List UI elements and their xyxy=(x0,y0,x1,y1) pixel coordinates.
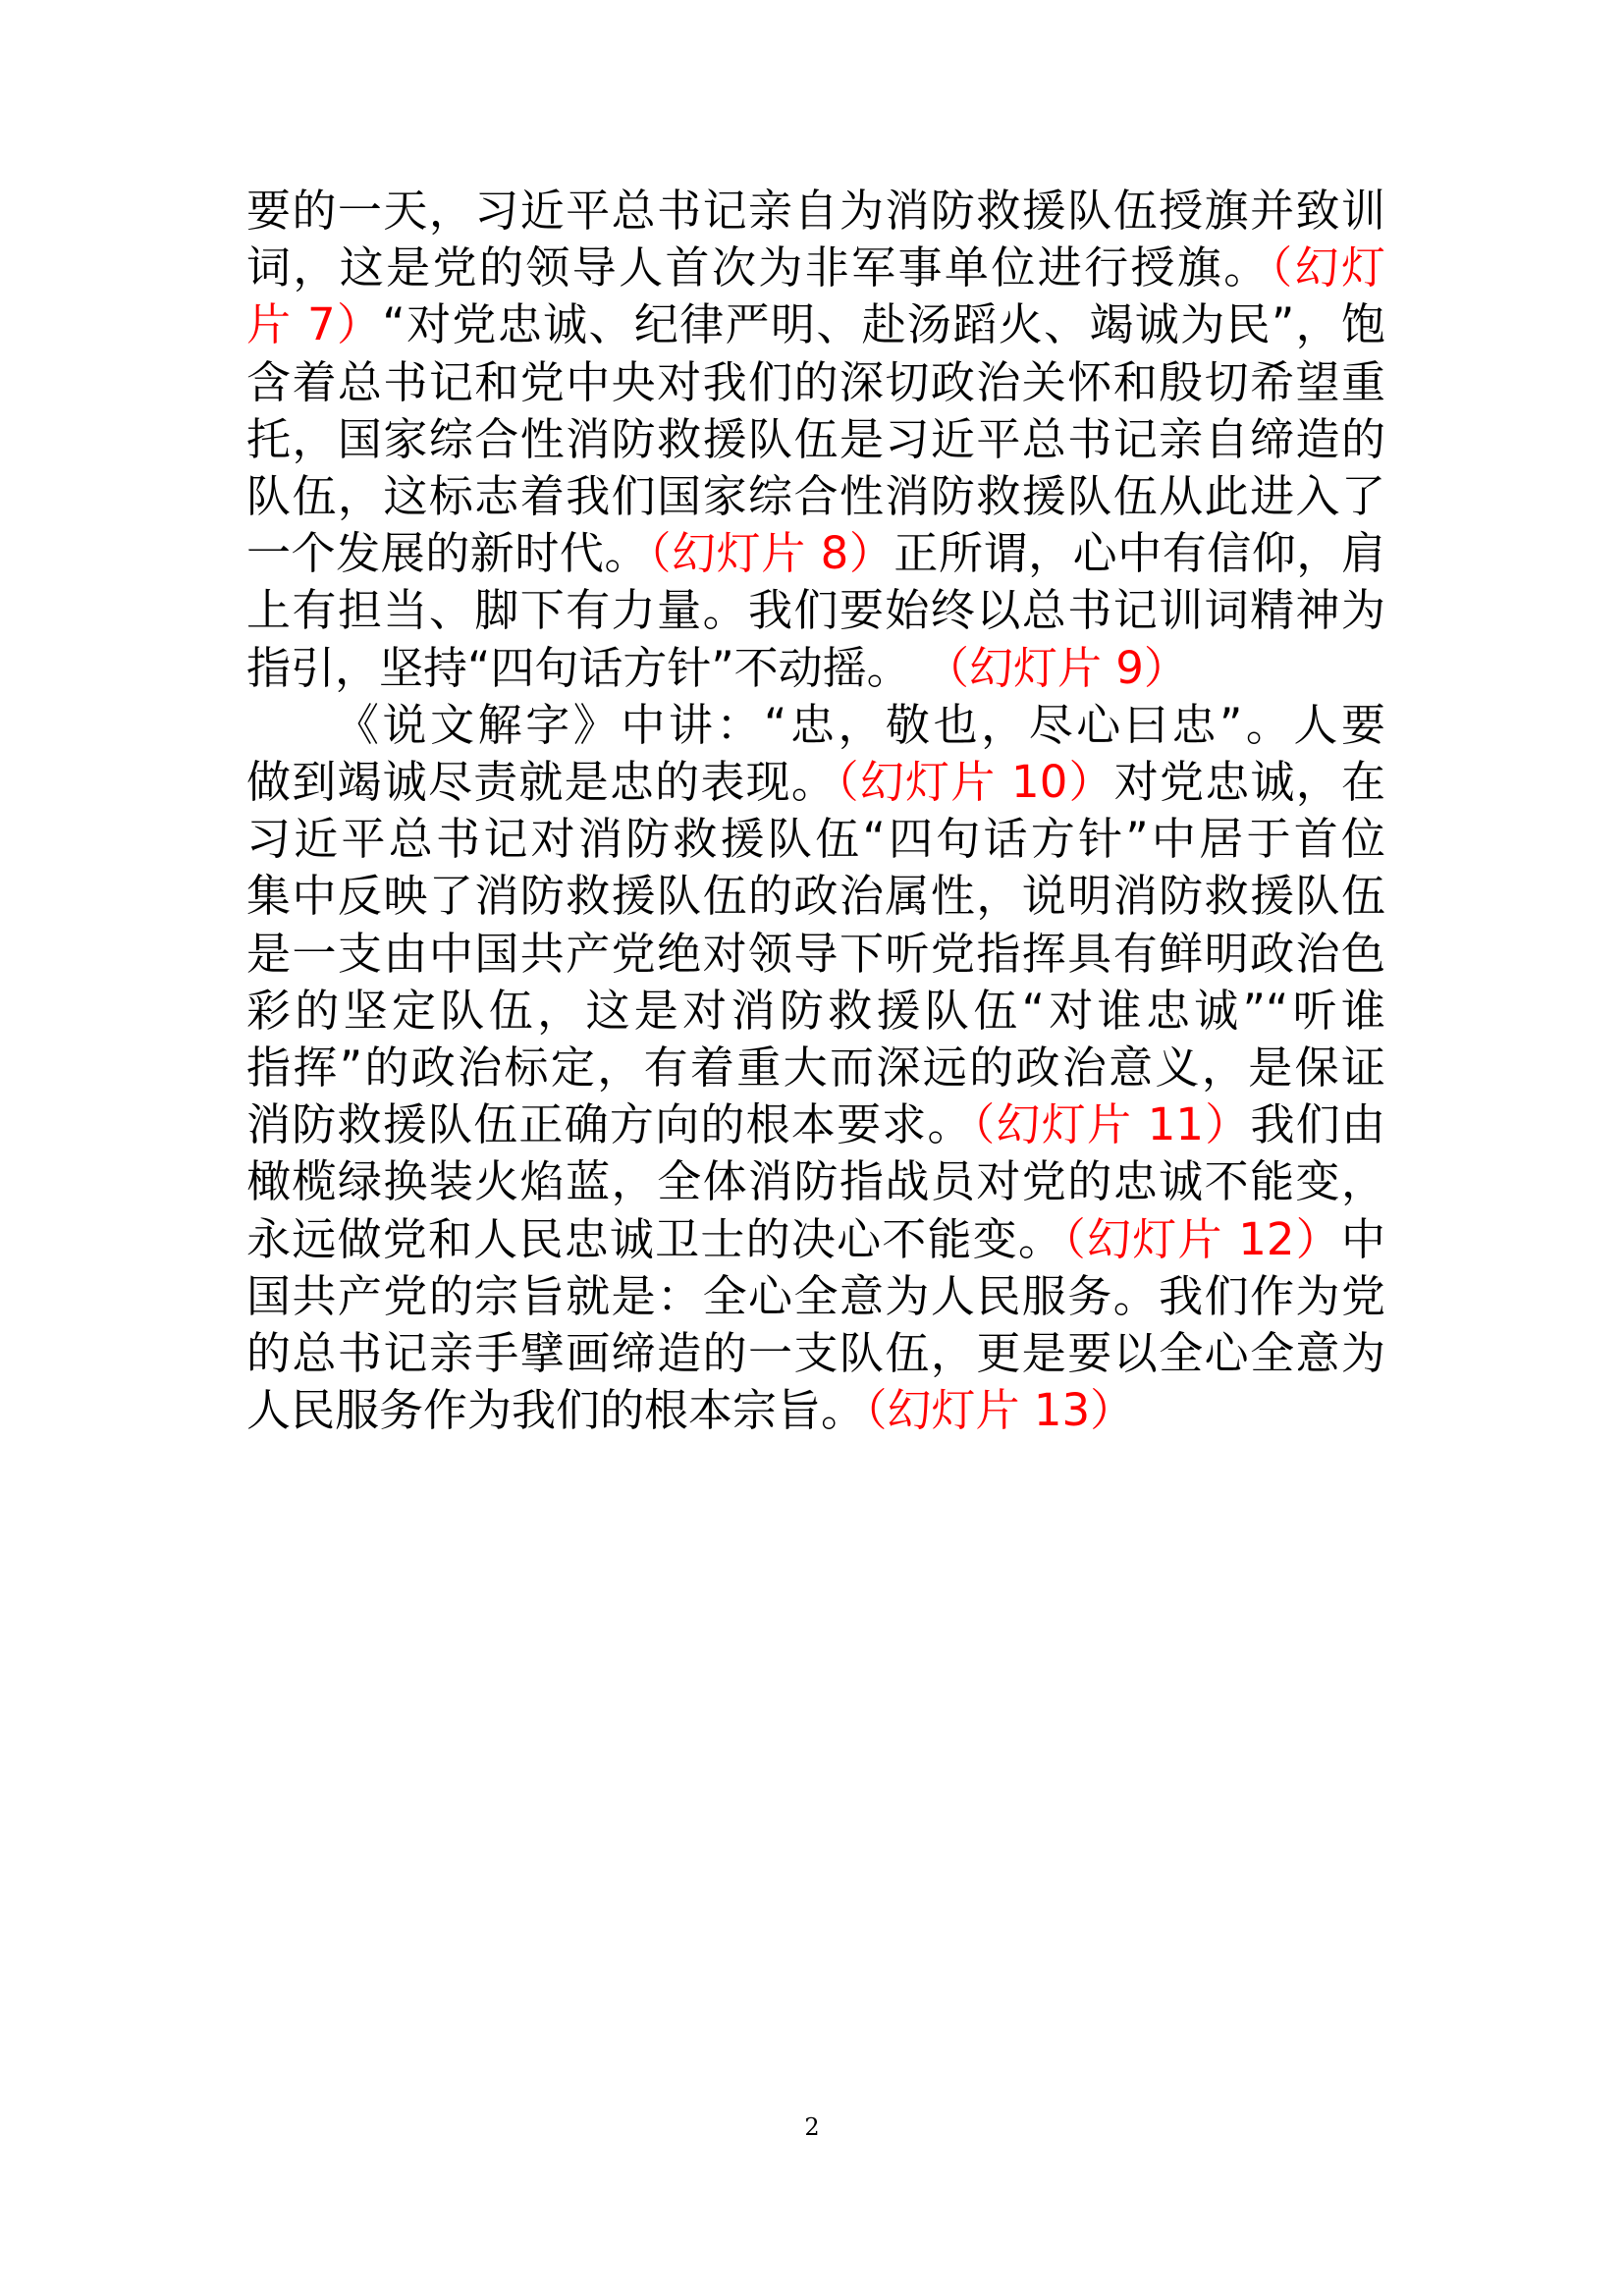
page-number: 2 xyxy=(804,2113,820,2141)
text-segment: 托，国家综合性消防救援队伍是习近平总书记亲自缔造的 xyxy=(246,412,1385,465)
text-segment: 习近平总书记对消防救援队伍“四句话方针”中居于首位 xyxy=(246,813,1385,866)
text-segment: 永远做党和人民忠诚卫士的决心不能变。 xyxy=(246,1212,1064,1265)
text-segment: 中 xyxy=(1340,1212,1385,1265)
text-segment: 的总书记亲手擘画缔造的一支队伍，更是要以全心全意为 xyxy=(246,1327,1385,1379)
text-segment: 集中反映了消防救援队伍的政治属性，说明消防救援队伍 xyxy=(246,870,1385,923)
text-segment: 我们由 xyxy=(1250,1098,1385,1151)
text-line xyxy=(246,1367,1385,1454)
text-segment: 要的一天，习近平总书记亲自为消防救援队伍授旗并致训 xyxy=(246,185,1385,237)
slide-marker: （幻灯片 12） xyxy=(1063,1212,1341,1265)
text-segment: 是一支由中国共产党绝对领导下听党指挥具有鲜明政治色 xyxy=(246,927,1385,980)
text-segment: 词，这是党的领导人首次为非军事单位进行授旗。 xyxy=(246,241,1271,294)
slide-marker: 片 7） xyxy=(246,298,383,351)
text-segment: 彩的坚定队伍，这是对消防救援队伍“对谁忠诚”“听谁 xyxy=(246,984,1385,1037)
text-segment: 做到竭诚尽责就是忠的表现。 xyxy=(246,756,838,808)
text-segment: 正所谓，心中有信仰，肩 xyxy=(893,527,1385,580)
text-segment: 国共产党的宗旨就是：全心全意为人民服务。我们作为党 xyxy=(246,1269,1385,1322)
text-segment: 人民服务作为我们的根本宗旨。 xyxy=(246,1384,866,1437)
text-segment: 一个发展的新时代。 xyxy=(246,527,650,580)
text-segment: 橄榄绿换装火焰蓝，全体消防指战员对党的忠诚不能变， xyxy=(246,1155,1385,1208)
slide-marker: （幻灯 xyxy=(1270,241,1385,294)
slide-marker: （幻灯片 10） xyxy=(837,756,1114,808)
slide-marker: （幻灯片 8） xyxy=(649,527,894,580)
slide-marker: （幻灯片 11） xyxy=(972,1098,1251,1151)
slide-marker: （幻灯片 13） xyxy=(865,1384,1135,1437)
text-segment: 《说文解字》中讲：“忠，敬也，尽心曰忠”。人要 xyxy=(335,698,1385,751)
text-segment: “对党忠诚、纪律严明、赴汤蹈火、竭诚为民”，饱 xyxy=(382,298,1385,351)
text-segment: 消防救援队伍正确方向的根本要求。 xyxy=(246,1098,973,1151)
text-segment: 上有担当、脚下有力量。我们要始终以总书记训词精神为 xyxy=(246,584,1385,637)
slide-marker: （幻灯片 9） xyxy=(924,641,1188,694)
text-segment: 指引，坚持“四句话方针”不动摇。 xyxy=(246,641,925,694)
text-segment: 指挥”的政治标定，有着重大而深远的政治意义，是保证 xyxy=(246,1041,1385,1094)
text-segment: 对党忠诚，在 xyxy=(1113,756,1385,808)
text-segment: 队伍，这标志着我们国家综合性消防救援队伍从此进入了 xyxy=(246,470,1385,522)
text-segment: 含着总书记和党中央对我们的深切政治关怀和殷切希望重 xyxy=(246,355,1385,408)
